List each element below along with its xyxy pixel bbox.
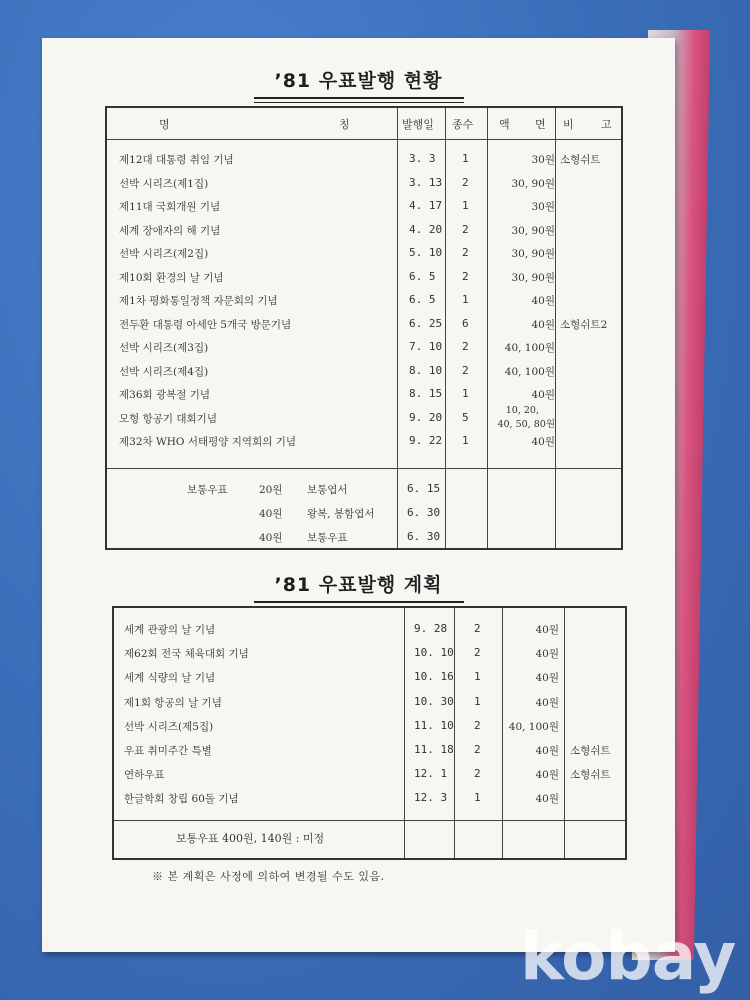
row-date: 4. 17 bbox=[409, 199, 443, 212]
ordinary-label: 보통우표 bbox=[187, 484, 228, 496]
row-note: 소형쉬트2 bbox=[560, 318, 608, 331]
row-face-line2: 40, 50, 80원 bbox=[497, 418, 555, 430]
row-name: 제32차 WHO 서태평양 지역회의 기념 bbox=[119, 436, 296, 448]
plan-row-face: 40원 bbox=[535, 793, 559, 806]
footnote: ※ 본 계획은 사정에 의하여 변경될 수도 있음. bbox=[152, 870, 385, 883]
plan-row-date: 12. 1 bbox=[414, 767, 448, 781]
plan-row-face: 40원 bbox=[535, 769, 559, 782]
row-name: 모형 항공기 대회기념 bbox=[119, 412, 217, 425]
row-name: 선박 시리즈(제4집) bbox=[119, 365, 209, 378]
row-date: 6. 5 bbox=[409, 269, 436, 283]
row-kinds: 2 bbox=[462, 340, 469, 353]
row-date: 8. 10 bbox=[409, 363, 443, 377]
header-note-a: 비 bbox=[563, 118, 574, 131]
row-kinds: 2 bbox=[462, 222, 469, 236]
header-kinds: 종수 bbox=[452, 118, 474, 131]
row-name: 선박 시리즈(제1집) bbox=[119, 177, 209, 190]
ordinary-date: 6. 15 bbox=[407, 482, 441, 495]
row-date: 9. 22 bbox=[409, 434, 443, 447]
plan-row-date: 10. 30 bbox=[414, 694, 454, 708]
row-face: 10, 20, bbox=[505, 404, 539, 416]
row-face: 30원 bbox=[531, 201, 555, 213]
row-date: 6. 5 bbox=[409, 293, 436, 306]
row-name: 세계 장애자의 해 기념 bbox=[119, 224, 221, 237]
header-face-a: 액 bbox=[499, 118, 510, 131]
row-name: 전두환 대통령 아세안 5개국 방문기념 bbox=[119, 318, 292, 331]
plan-row-face: 40원 bbox=[535, 624, 559, 636]
row-kinds: 5 bbox=[462, 410, 469, 424]
row-kinds: 1 bbox=[462, 434, 469, 447]
plan-row-date: 12. 3 bbox=[414, 791, 448, 805]
header-date: 발행일 bbox=[402, 118, 434, 131]
ordinary-value: 40원 bbox=[259, 532, 283, 544]
watermark-logo: kobay bbox=[520, 918, 736, 995]
row-kinds: 6 bbox=[462, 316, 469, 330]
row-kinds: 2 bbox=[462, 363, 469, 377]
row-face: 30, 90원 bbox=[511, 224, 555, 237]
row-kinds: 2 bbox=[462, 269, 469, 283]
ordinary-date: 6. 30 bbox=[407, 506, 441, 519]
plan-row-date: 11. 18 bbox=[414, 743, 454, 756]
row-kinds: 1 bbox=[462, 152, 469, 165]
row-name: 제12대 대통령 취임 기념 bbox=[119, 154, 234, 166]
ordinary-value: 40원 bbox=[259, 508, 283, 520]
row-face: 30원 bbox=[531, 154, 555, 166]
issue-plan-table bbox=[112, 606, 627, 860]
plan-row-name: 선박 시리즈(제5집) bbox=[124, 720, 214, 733]
row-kinds: 1 bbox=[462, 293, 469, 306]
row-name: 제11대 국회개원 기념 bbox=[119, 201, 221, 213]
plan-row-kinds: 2 bbox=[474, 767, 481, 781]
row-kinds: 2 bbox=[462, 175, 469, 189]
header-note-b: 고 bbox=[601, 118, 612, 131]
row-name: 제36회 광복절 기념 bbox=[119, 389, 211, 401]
row-name: 제1차 평화통일정책 자문회의 기념 bbox=[119, 295, 278, 307]
plan-row-name: 제62회 전국 체육대회 기념 bbox=[124, 648, 249, 661]
row-kinds: 2 bbox=[462, 246, 469, 259]
row-note: 소형쉬트 bbox=[560, 154, 601, 166]
row-date: 6. 25 bbox=[409, 316, 443, 330]
row-face: 30, 90원 bbox=[511, 248, 555, 260]
plan-row-kinds: 2 bbox=[474, 718, 481, 732]
row-date: 5. 10 bbox=[409, 246, 443, 259]
row-date: 9. 20 bbox=[409, 410, 443, 424]
plan-row-face: 40원 bbox=[535, 648, 559, 661]
ordinary-item: 왕복, 봉함엽서 bbox=[307, 508, 375, 520]
row-face: 40원 bbox=[531, 389, 555, 401]
row-face: 40, 100원 bbox=[504, 365, 555, 378]
document-page bbox=[42, 38, 675, 952]
row-date: 7. 10 bbox=[409, 340, 443, 353]
ordinary-item: 보통우표 bbox=[307, 532, 348, 544]
row-name: 제10회 환경의 날 기념 bbox=[119, 271, 224, 284]
plan-row-date: 9. 28 bbox=[414, 622, 448, 635]
row-name: 선박 시리즈(제2집) bbox=[119, 248, 209, 260]
plan-row-name: 세계 관광의 날 기념 bbox=[124, 624, 216, 636]
row-face: 40원 bbox=[531, 436, 555, 448]
plan-row-face: 40원 bbox=[535, 672, 559, 685]
row-date: 3. 13 bbox=[409, 175, 443, 189]
plan-row-kinds: 2 bbox=[474, 622, 481, 635]
row-face: 30, 90원 bbox=[511, 271, 555, 284]
plan-row-name: 제1회 항공의 날 기념 bbox=[124, 696, 222, 709]
ordinary-value: 20원 bbox=[259, 484, 283, 496]
plan-row-face: 40원 bbox=[535, 696, 559, 709]
plan-row-face: 40원 bbox=[535, 745, 559, 757]
row-name: 선박 시리즈(제3집) bbox=[119, 342, 209, 354]
section2-title: ’81 우표발행 계획 bbox=[42, 570, 675, 607]
plan-row-name: 연하우표 bbox=[124, 769, 165, 782]
row-face: 40원 bbox=[531, 295, 555, 307]
plan-row-date: 10. 16 bbox=[414, 670, 454, 684]
plan-row-name: 한글학회 창립 60돌 기념 bbox=[124, 793, 239, 806]
plan-row-note: 소형쉬트 bbox=[570, 745, 611, 757]
plan-row-date: 11. 10 bbox=[414, 718, 454, 732]
plan-row-face: 40, 100원 bbox=[508, 720, 559, 733]
plan-row-name: 우표 취미주간 특별 bbox=[124, 745, 212, 757]
ordinary-item: 보통엽서 bbox=[307, 484, 348, 496]
plan-row-kinds: 2 bbox=[474, 646, 481, 660]
row-face: 40원 bbox=[531, 318, 555, 331]
row-kinds: 1 bbox=[462, 199, 469, 212]
row-date: 4. 20 bbox=[409, 222, 443, 236]
plan-row-date: 10. 10 bbox=[414, 646, 454, 660]
plan-row-name: 세계 식량의 날 기념 bbox=[124, 672, 216, 685]
ordinary-date: 6. 30 bbox=[407, 530, 441, 543]
row-kinds: 1 bbox=[462, 387, 469, 400]
issue-status-table bbox=[105, 106, 623, 550]
row-face: 30, 90원 bbox=[511, 177, 555, 190]
section1-title: ’81 우표발행 현황 bbox=[42, 66, 675, 103]
plan-row-kinds: 2 bbox=[474, 743, 481, 756]
plan-row-kinds: 1 bbox=[474, 791, 481, 805]
row-date: 8. 15 bbox=[409, 387, 443, 400]
plan-row-kinds: 1 bbox=[474, 670, 481, 684]
plan-row-note: 소형쉬트 bbox=[570, 769, 611, 782]
row-date: 3. 3 bbox=[409, 152, 436, 165]
plan-row-kinds: 1 bbox=[474, 694, 481, 708]
header-face-b: 면 bbox=[535, 118, 546, 131]
ordinary-stamp-note: 보통우표 400원, 140원 : 미정 bbox=[176, 832, 325, 845]
header-name-b: 칭 bbox=[339, 118, 350, 131]
header-name-a: 명 bbox=[159, 118, 170, 131]
row-face: 40, 100원 bbox=[504, 342, 555, 354]
